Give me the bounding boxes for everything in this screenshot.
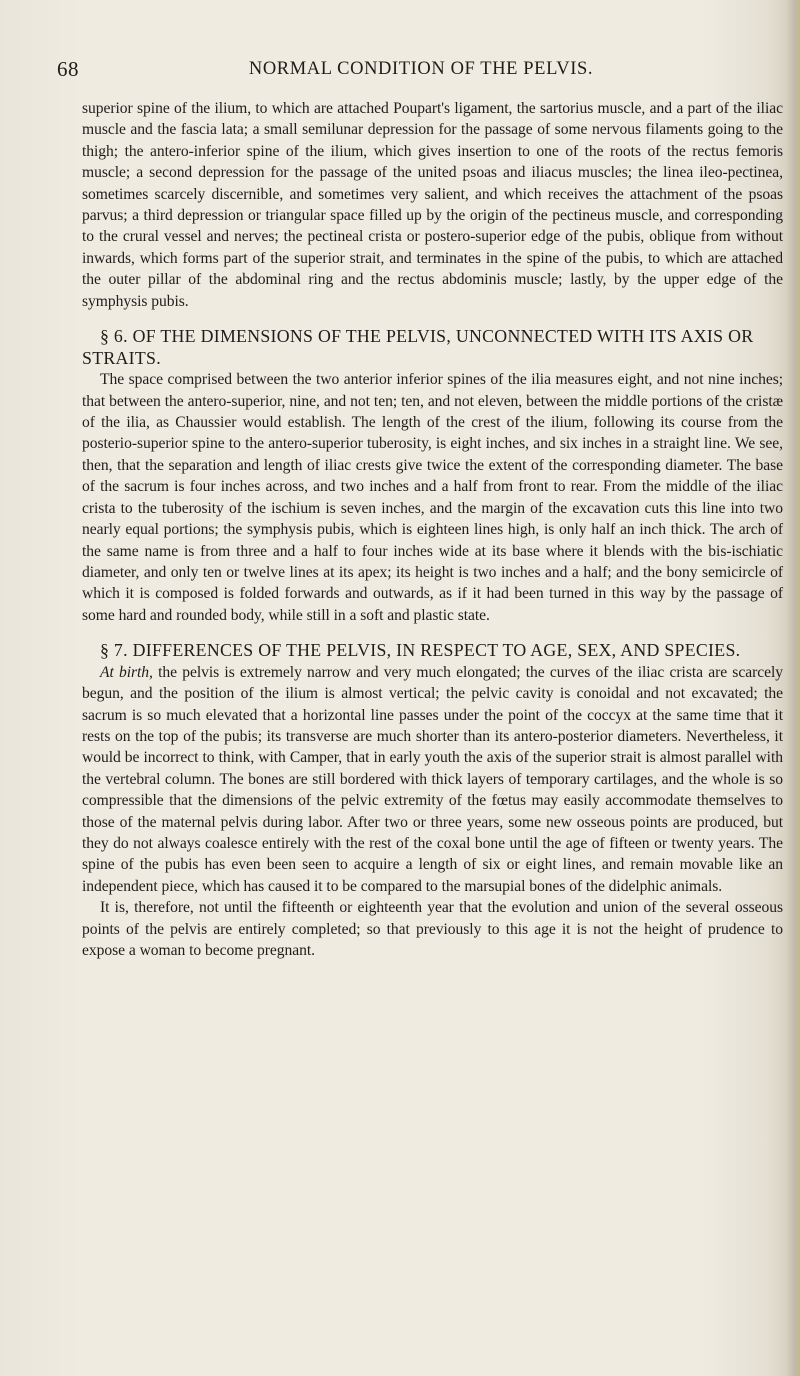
section-heading-7: § 7. DIFFERENCES OF THE PELVIS, IN RESPECT TO AGE, SEX, AND SPECIES.	[100, 640, 741, 661]
page-edge-shadow	[786, 0, 800, 1376]
paragraph-continued: superior spine of the ilium, to which are attached Poupart's ligament, the sartorius muscle, and a part of the iliac muscle and the fascia lata; a small semilunar depression for the passage of some nervous filaments going to the thigh; the antero-inferior spine of the ilium, which gives insertion to one of the roots of the rectus femoris muscle; a second depression for the passage of the united psoas and iliacus muscles; the linea ileo-pectinea, sometimes scarcely discernible, and sometimes very salient, and which receives the attachment of the psoas parvus; a third depression or triangular space filled up by the origin of the pectineus muscle, and corresponding to the crural vessel and nerves; the pectineal crista or postero-superior edge of the pubis, oblique from without inwards, which forms part of the superior strait, and terminates in the spine of the pubis, to which are attached the outer pillar of the abdominal ring and the rectus abdominis muscle; lastly, by the upper edge of the symphysis pubis.	[82, 100, 783, 310]
italic-lead: At birth,	[100, 663, 153, 681]
section-heading-6: § 6. OF THE DIMENSIONS OF THE PELVIS, UNCONNECTED WITH ITS AXIS OR STRAITS.	[82, 326, 754, 368]
page-header	[57, 57, 785, 83]
paragraph-dimensions: The space comprised between the two anterior inferior spines of the ilia measures eight, and not nine inches; that between the antero-superior, nine, and not ten; ten, and not eleven, between the middle portions of the cristæ of the ilia, as Chaussier would establish. The length of the crest of the ilium, following its course from the posterio-superior spine to the antero-superior tuberosity, is eight inches, and six inches in a straight line. We see, then, that the separation and length of iliac crests give twice the extent of the corresponding diameter. The base of the sacrum is four inches across, and two inches and a half from front to rear. From the middle of the iliac crista to the tuberosity of the ischium is seven inches, and the margin of the excavation cuts this line into two nearly equal portions; the symphysis pubis, which is eighteen lines high, is only half an inch thick. The arch of the same name is from three and a half to four inches wide at its base where it blends with the bis-ischiatic diameter, and only ten or twelve lines at its apex; its height is two inches and a half; and the bony semicircle of which it is composed is folded forwards and outwards, as if it had been turned in this way by the passage of some hard and rounded body, while still in a soft and plastic state.	[82, 371, 783, 624]
page-number: 68	[57, 57, 79, 81]
paragraph-at-birth-text: the pelvis is extremely narrow and very much elongated; the curves of the iliac crista are scarcely begun, and the position of the ilium is almost vertical; the pelvic cavity is conoidal and not excavated; the sacrum is so much elevated that a horizontal line passes under the point of the coccyx at the same time that it rests on the top of the pubis; its transverse are much shorter than its antero-posterior diameters. Nevertheless, it would be incorrect to think, with Camper, that in early youth the axis of the superior strait is almost parallel with the vertebral column. The bones are still bordered with thick layers of temporary cartilages, and the whole is so compressible that the dimensions of the pelvic extremity of the fœtus may easily accommodate themselves to those of the maternal pelvis during labor. After two or three years, some new osseous points are produced, but they do not always coalesce entirely with the rest of the coxal bone until the age of fifteen or twenty years. The spine of the pubis has even been seen to acquire a length of six or eight lines, and remain movable like an independent piece, which has caused it to be compared to the marsupial bones of the didelphic animals.	[82, 663, 783, 895]
paragraph-evolution: It is, therefore, not until the fifteenth or eighteenth year that the evolution and union of the several osseous points of the pelvis are entirely completed; so that previously to this age it is not the height of prudence to expose a woman to become pregnant.	[82, 899, 783, 959]
page-body	[82, 98, 783, 961]
paragraph-at-birth	[82, 662, 783, 897]
running-head: NORMAL CONDITION OF THE PELVIS.	[248, 59, 594, 79]
